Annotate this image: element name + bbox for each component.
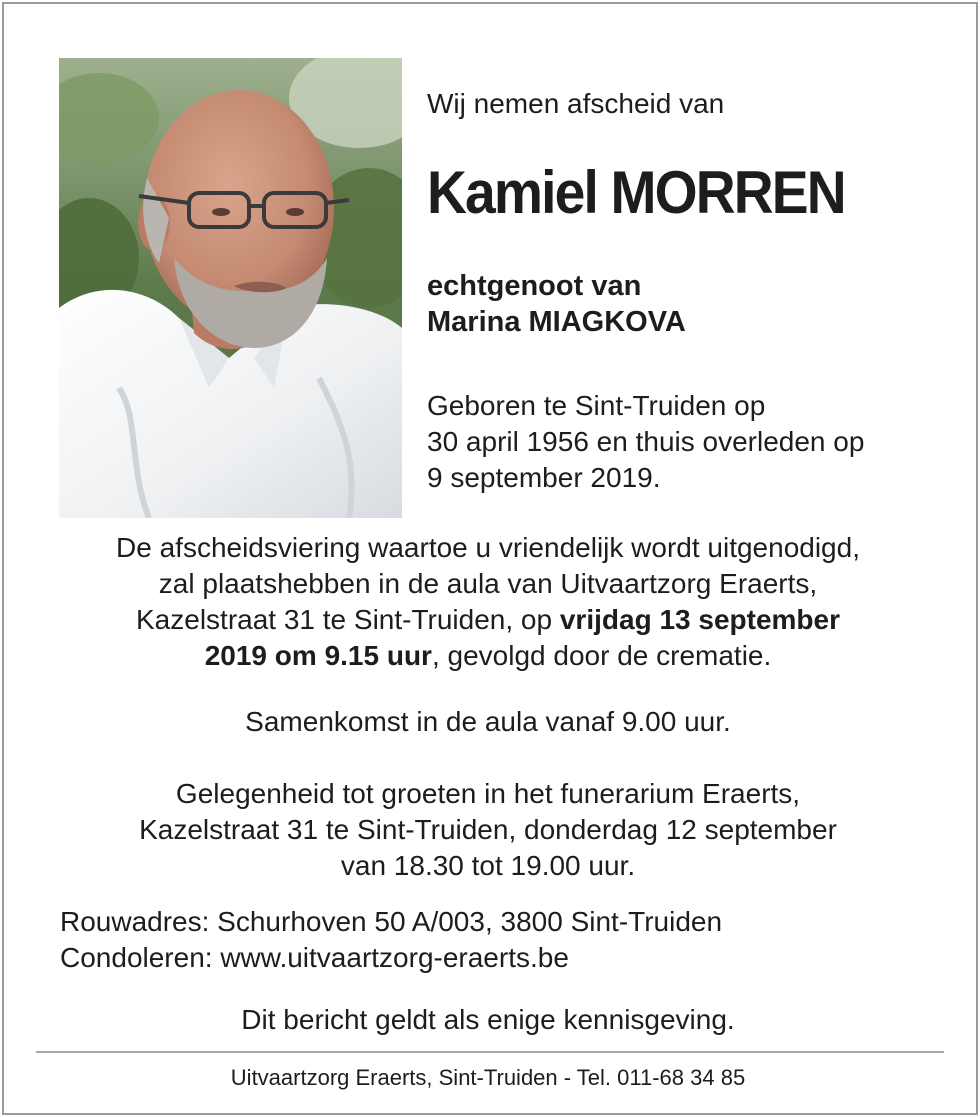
ceremony-cremation: , gevolgd door de crematie. bbox=[431, 640, 772, 671]
ceremony-block bbox=[40, 530, 936, 674]
portrait-photo bbox=[59, 58, 402, 518]
intro-text: Wij nemen afscheid van bbox=[427, 88, 725, 119]
ceremony-time: 2019 om 9.15 uur bbox=[204, 640, 432, 671]
address-block bbox=[60, 904, 722, 976]
footer-text: Uitvaartzorg Eraerts, Sint-Truiden - Tel. 011-68 34 85 bbox=[230, 1065, 746, 1090]
rouwadres: Rouwadres: Schurhoven 50 A/003, 3800 Sint-Truiden bbox=[60, 906, 723, 937]
ceremony-line-1: De afscheidsviering waartoe u vriendelijk wordt uitgenodigd, bbox=[116, 532, 860, 563]
ceremony-line-2: zal plaatshebben in de aula van Uitvaartzorg Eraerts, bbox=[158, 568, 818, 599]
visit-line-3: van 18.30 tot 19.00 uur. bbox=[340, 850, 636, 881]
visit-block bbox=[40, 776, 936, 884]
birth-line-3: 9 september 2019. bbox=[427, 462, 661, 493]
visit-line-2: Kazelstraat 31 te Sint-Truiden, donderdag 12 september bbox=[139, 814, 837, 845]
birth-line-2: 30 april 1956 en thuis overleden op bbox=[427, 426, 865, 457]
spouse-block bbox=[427, 268, 686, 340]
gathering-text: Samenkomst in de aula vanaf 9.00 uur. bbox=[245, 706, 731, 737]
spouse-label: echtgenoot van bbox=[427, 270, 642, 302]
spouse-name: Marina MIAGKOVA bbox=[427, 306, 686, 338]
ceremony-date: vrijdag 13 september bbox=[559, 604, 840, 635]
notice-text: Dit bericht geldt als enige kennisgeving. bbox=[241, 1004, 735, 1035]
deceased-name: Kamiel MORREN bbox=[427, 159, 845, 226]
ceremony-line-4 bbox=[40, 638, 936, 674]
footer-divider bbox=[36, 1051, 944, 1053]
visit-line-1: Gelegenheid tot groeten in het funerarium Eraerts, bbox=[175, 778, 801, 809]
birth-line-1: Geboren te Sint-Truiden op bbox=[427, 390, 766, 421]
ceremony-line-3 bbox=[40, 602, 936, 638]
ceremony-location: Kazelstraat 31 te Sint-Truiden, op bbox=[136, 604, 560, 635]
birth-block bbox=[427, 388, 864, 496]
condoleren-link[interactable]: Condoleren: www.uitvaartzorg-eraerts.be bbox=[60, 942, 569, 973]
